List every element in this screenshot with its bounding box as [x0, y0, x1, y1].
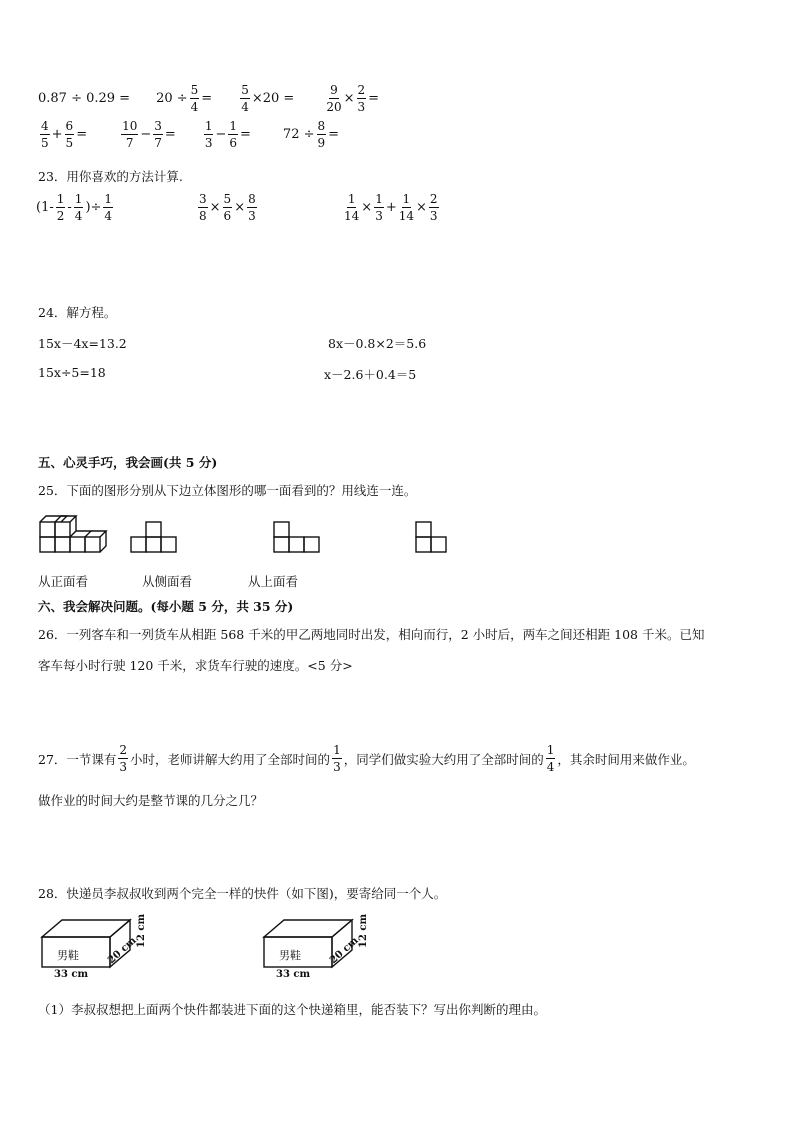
fraction: $\frac{8}{3}$: [248, 192, 256, 223]
fraction: $\frac{4}{5}$: [41, 119, 49, 150]
length-label: 33 cm: [276, 969, 311, 980]
fraction: $\frac{9}{20}$: [326, 83, 342, 114]
fraction: $\frac{8}{9}$: [317, 119, 326, 150]
q25-label: 从侧面看: [142, 574, 193, 589]
fraction: $\frac{1}{14}$: [398, 192, 415, 223]
section-title: 六、我会解决问题。(每小题 5 分，共 35 分): [38, 599, 294, 614]
q23-title: 23．用你喜欢的方法计算.: [38, 169, 183, 184]
fraction: $\frac{1}{3}$: [204, 119, 213, 150]
q24-equation: 8x－0.8×2＝5.6: [328, 336, 427, 351]
fraction: $\frac{1}{2}$: [56, 192, 65, 223]
q23-expr-a: (1- $\frac{1}{2}$ - $\frac{1}{4}$ )÷ $\frac{1}{4}$: [36, 192, 113, 223]
package-label: 男鞋: [57, 949, 79, 962]
q24-equation: x－2.6＋0.4＝5: [324, 367, 417, 382]
fraction: $\frac{1}{6}$: [229, 119, 238, 150]
width-label: 20 cm: [328, 935, 361, 967]
fraction: $\frac{6}{5}$: [65, 119, 74, 150]
q27-text: 27．一节课有 $\frac{2}{3}$ 小时，老师讲解大约用了全部时间的 $\frac{1}{3}$ ，同学们做实验大约用了全部时间的 $\frac{1}{4}$ ，其余时间用来做作业。: [38, 743, 695, 774]
calc-expr: 0.87 ÷ 0.29 =: [38, 91, 131, 106]
calc-row-2: $\frac{4}{5}$ + $\frac{6}{5}$ = $\frac{10}{7}$ − $\frac{3}{7}$ = $\frac{1}{3}$ − $\frac{1}{6}$ = 72 ÷ $\frac{8}{9}$ =: [41, 119, 340, 150]
q27-text: 做作业的时间大约是整节课的几分之几？: [38, 793, 264, 808]
package-label: 男鞋: [279, 949, 301, 962]
fraction: $\frac{1}{4}$: [546, 743, 555, 774]
package-figure: [38, 912, 168, 984]
width-label: 20 cm: [106, 935, 139, 967]
view-figure: [416, 522, 446, 552]
package-figure: [260, 912, 390, 984]
q24-equation: 15x－4x=13.2: [38, 336, 127, 351]
fraction: $\frac{3}{8}$: [199, 192, 207, 223]
fraction: $\frac{1}{3}$: [333, 743, 341, 774]
section-title: 五、心灵手巧，我会画(共 5 分): [38, 455, 218, 470]
fraction: $\frac{2}{3}$: [357, 83, 366, 114]
fraction: $\frac{1}{4}$: [74, 192, 83, 223]
view-figure: [274, 522, 319, 552]
fraction: $\frac{3}{7}$: [154, 119, 162, 150]
solid-figure: [40, 516, 106, 552]
fraction: $\frac{5}{4}$: [190, 83, 199, 114]
view-figure: [131, 522, 176, 552]
q28-title: 28．快递员李叔叔收到两个完全一样的快件（如下图)，要寄给同一个人。: [38, 886, 447, 901]
q28-subquestion: （1）李叔叔想把上面两个快件都装进下面的这个快递箱里，能否装下？写出你判断的理由。: [38, 1002, 546, 1017]
fraction: $\frac{2}{3}$: [119, 743, 128, 774]
fraction: $\frac{2}{3}$: [429, 192, 438, 223]
fraction: $\frac{10}{7}$: [122, 119, 138, 150]
q25-title: 25．下面的图形分别从下边立体图形的哪一面看到的？用线连一连。: [38, 483, 417, 498]
q24-equation: 15x÷5=18: [38, 365, 106, 380]
fraction: $\frac{1}{3}$: [375, 192, 383, 223]
height-label: 12 cm: [358, 913, 369, 948]
fraction: $\frac{5}{4}$: [241, 83, 249, 114]
q23-expr-b: $\frac{3}{8}$ × $\frac{5}{6}$ × $\frac{8}{3}$: [199, 192, 256, 223]
q25-figures: [36, 505, 456, 565]
q23-expr-c: $\frac{1}{14}$ × $\frac{1}{3}$ + $\frac{1}{14}$ × $\frac{2}{3}$: [344, 192, 438, 223]
height-label: 12 cm: [136, 913, 147, 948]
q26-text: 客车每小时行驶 120 千米，求货车行驶的速度。<5 分>: [38, 658, 353, 673]
length-label: 33 cm: [54, 969, 89, 980]
fraction: $\frac{5}{6}$: [223, 192, 232, 223]
calc-row-1: 0.87 ÷ 0.29 = 20 ÷ $\frac{5}{4}$ = $\frac{5}{4}$ ×20 = $\frac{9}{20}$ × $\frac{2}{3}$ =: [38, 83, 380, 114]
q26-text: 26．一列客车和一列货车从相距 568 千米的甲乙两地同时出发，相向而行，2 小时后，两车之间还相距 108 千米。已知: [38, 627, 705, 642]
q25-label: 从上面看: [248, 574, 299, 589]
q24-title: 24．解方程。: [38, 305, 117, 320]
q25-label: 从正面看: [38, 574, 89, 589]
fraction: $\frac{1}{4}$: [104, 192, 113, 223]
fraction: $\frac{1}{14}$: [344, 192, 360, 223]
